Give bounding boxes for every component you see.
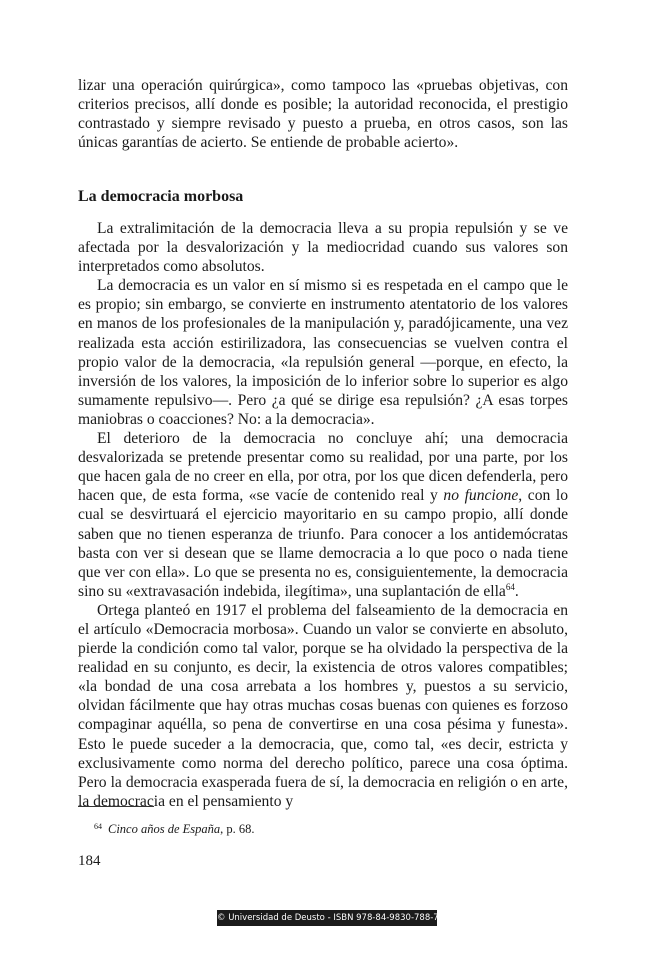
paragraph-3-end: . — [514, 582, 519, 600]
paragraph-3 — [78, 429, 568, 601]
footnote — [94, 822, 255, 837]
footnote-title: Cinco años de España — [108, 822, 221, 836]
page-number: 184 — [78, 853, 101, 869]
paragraph-3-italic: no funcione — [443, 487, 519, 505]
footnote-reference[interactable]: 64 — [505, 581, 515, 592]
paragraph-2: La democracia es un valor en sí mismo si es respetada en el campo que le es propio; sin embargo, se convierte en instrumento atentatorio de los valores en manos de los profesionales de la manipulación y, paradójicamente, una vez realizada esta acción estirilizadora, las consecuencias se vuelven contra el propio valor de la democracia, «la repulsión general —porque, en efecto, la inversión de los valores, la imposición de lo inferior sobre lo superior es algo sumamente repulsivo—. Pero ¿a qué se dirige esa repulsión? ¿A esas torpes maniobras o coacciones? No: a la democracia». — [78, 277, 568, 428]
paragraph-1: La extralimitación de la democracia lleva a su propia repulsión y se ve afectada por la desvalorización y la mediocridad cuando sus valores son interpretados como absolutos. — [78, 220, 568, 276]
footnote-number: 64 — [94, 822, 102, 831]
copyright-banner: © Universidad de Deusto - ISBN 978-84-9830-788-7 — [217, 910, 437, 926]
footnote-divider — [78, 806, 154, 807]
section-body — [78, 219, 568, 811]
intro-paragraph: lizar una operación quirúrgica», como tampoco las «pruebas objetivas, con criterios precisos, allí donde es posible; la autoridad reconocida, el prestigio contrastado y siempre revisado y puesto a prueba, en otros casos, son las únicas garantías de acierto. Se entiende de probable acierto». — [78, 77, 568, 152]
footnote-rest: , p. 68. — [220, 822, 255, 836]
intro-block — [78, 76, 568, 152]
paragraph-3-part-a: El deterioro de la democracia no concluye ahí; una democracia desvalorizada se pretende presentar como su realidad, por una parte, por los que hacen gala de no creer en ella, por otra, por los que dicen defenderla, pero hacen que, de esta forma, «se vacíe de contenido real y — [78, 430, 568, 505]
paragraph-3-part-b: , con lo cual se desvirtuará el ejercicio mayoritario en su campo propio, allí donde saben que no tienen esperanza de triunfo. Para conocer a los antidemócratas basta con ver si desean que se llame democracia a lo que poco o nada tiene que ver con ella». Lo que se presenta no es, consiguientemente, la democracia sino su «extravasación indebida, ilegítima», una suplantación de ella — [78, 487, 569, 600]
section-title: La democracia morbosa — [78, 188, 244, 205]
paragraph-4: Ortega planteó en 1917 el problema del falseamiento de la democracia en el artículo «Democracia morbosa». Cuando un valor se convierte en absoluto, pierde la condición como tal valor, porque se ha olvidado la perspectiva de la realidad en su conjunto, es decir, la existencia de otros valores compatibles; «la bondad de una cosa arrebata a los hombres y, puestos a su servicio, olvidan fácilmente que hay otras muchas cosas buenas con quienes es forzoso compaginar aquélla, so pena de convertirse en una cosa pésima y funesta». Esto le puede suceder a la democracia, que, como tal, «es decir, estricta y exclusivamente como norma del derecho político, parece una cosa óptima. Pero la democracia exasperada fuera de sí, la democracia en religión o en arte, la democracia en el pensamiento y — [78, 601, 568, 810]
